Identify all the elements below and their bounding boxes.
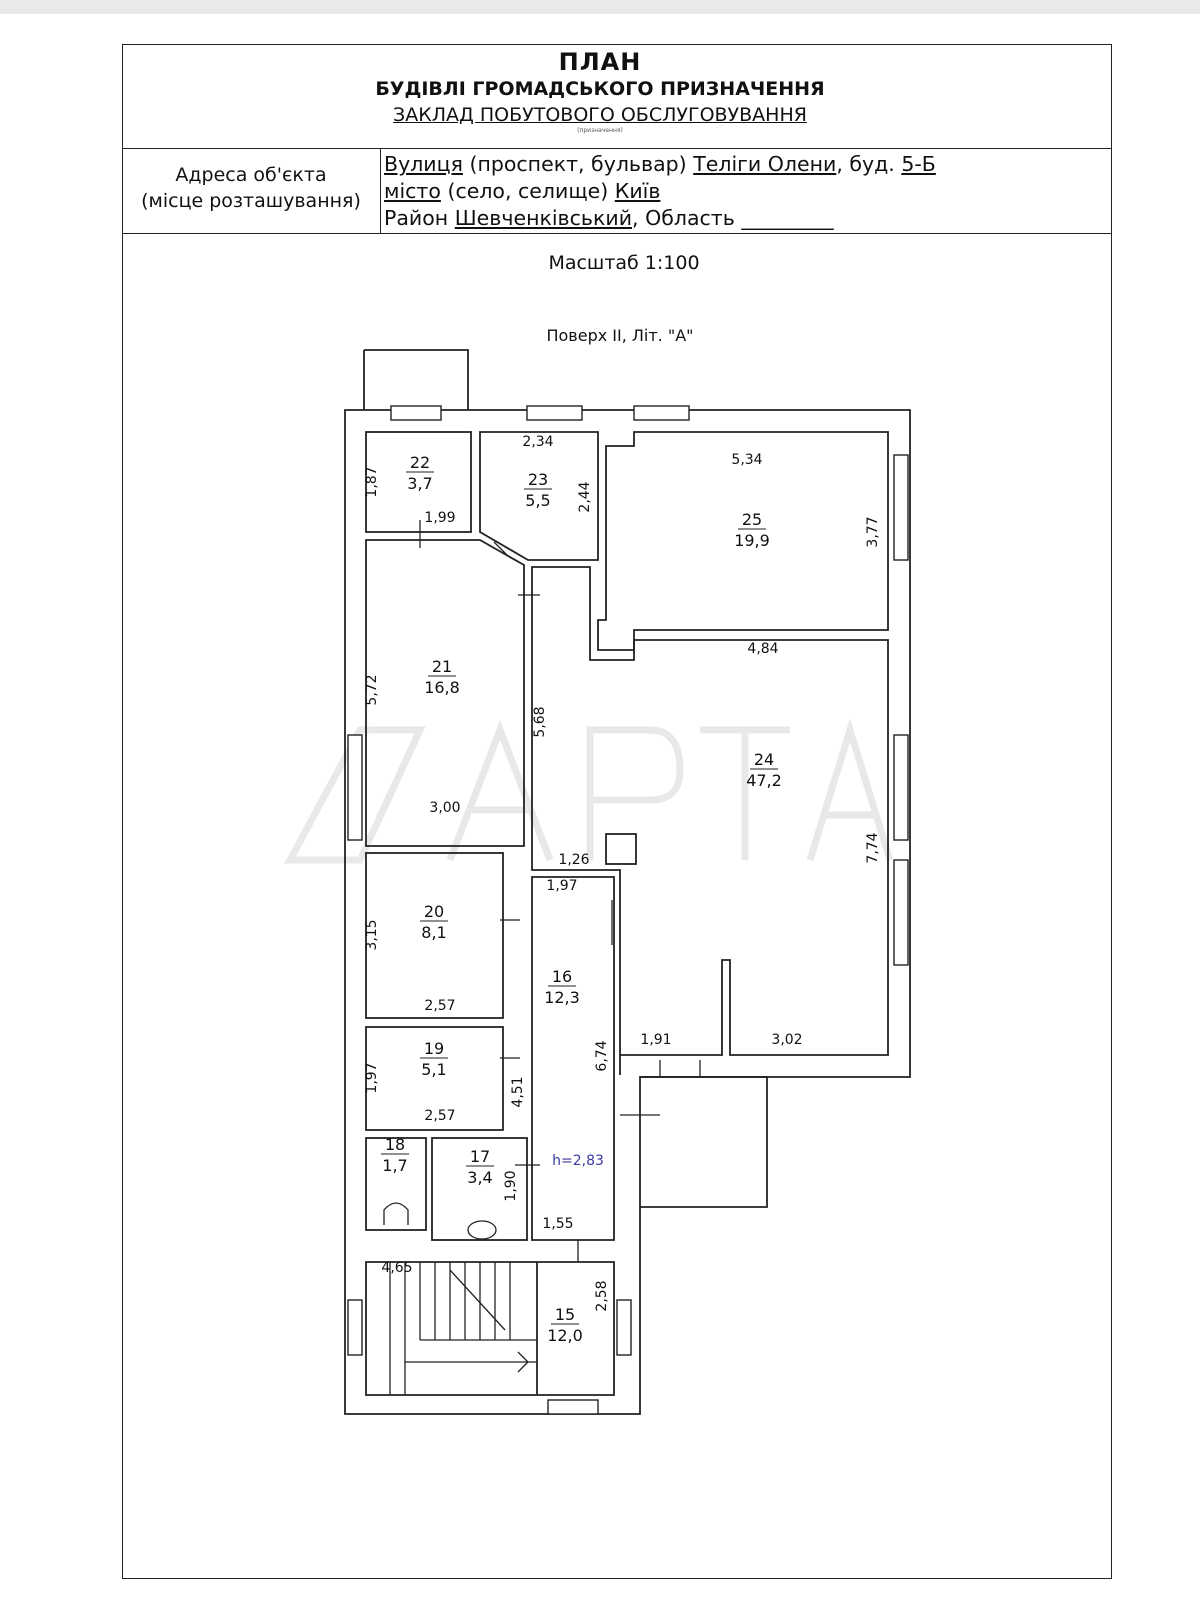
room-area: 1,7 xyxy=(382,1156,408,1175)
sanitary-fixtures xyxy=(384,1203,496,1239)
dimension-label: 1,99 xyxy=(424,510,456,526)
room-number: 25 xyxy=(741,510,763,529)
dimension-label: 1,97 xyxy=(546,878,578,894)
street-type: (проспект, бульвар) xyxy=(469,152,687,176)
room-area: 12,0 xyxy=(547,1326,583,1345)
dimension-label: 2,57 xyxy=(424,998,456,1014)
building-purpose: ЗАКЛАД ПОБУТОВОГО ОБСЛУГОВУВАННЯ xyxy=(393,104,807,126)
building-number: 5-Б xyxy=(901,152,936,176)
dimension-label: 4,51 xyxy=(510,1076,526,1108)
district-label: Район xyxy=(384,206,449,230)
room-area: 16,8 xyxy=(424,678,460,697)
city-prefix: місто xyxy=(384,179,441,203)
window xyxy=(617,1300,631,1355)
dimension-label: 2,57 xyxy=(424,1108,456,1124)
room-number: 24 xyxy=(753,750,775,769)
room-area: 19,9 xyxy=(734,531,770,550)
room-area: 3,4 xyxy=(467,1168,493,1187)
window xyxy=(348,1300,362,1355)
district-name: Шевченківський xyxy=(454,206,633,230)
street-name: Теліги Олени xyxy=(693,152,837,176)
window xyxy=(634,406,689,420)
room-area: 3,7 xyxy=(407,474,433,493)
room-area: 47,2 xyxy=(746,771,782,790)
room-area: 5,5 xyxy=(525,491,551,510)
window xyxy=(548,1400,598,1414)
dimension-label: 5,68 xyxy=(532,706,548,738)
room-number: 17 xyxy=(469,1147,491,1166)
dimension-label: 1,90 xyxy=(503,1170,519,1202)
room-number: 22 xyxy=(409,453,431,472)
region-label: , Область xyxy=(632,206,735,230)
address-label-line1: Адреса об'єкта xyxy=(175,164,327,186)
dimension-label: 6,74 xyxy=(594,1040,610,1072)
dimension-label: 2,58 xyxy=(594,1280,610,1312)
column xyxy=(606,834,636,864)
room-24-wall xyxy=(532,567,888,1075)
window xyxy=(894,735,908,840)
room-number: 21 xyxy=(431,657,453,676)
dimension-label: 1,55 xyxy=(542,1216,574,1232)
dimension-label: 7,74 xyxy=(865,832,881,864)
building-label: , буд. xyxy=(836,152,895,176)
room-number: 19 xyxy=(423,1039,445,1058)
window xyxy=(527,406,582,420)
room-number: 18 xyxy=(384,1135,406,1154)
street-prefix: Вулиця xyxy=(384,152,463,176)
city-type: (село, селище) xyxy=(447,179,609,203)
toilet-icon xyxy=(384,1203,408,1225)
floor-label: Поверх II, Літ. "А" xyxy=(546,326,694,345)
dimension-label: 3,02 xyxy=(771,1032,803,1048)
dimension-label: 4,84 xyxy=(747,641,779,657)
region-blank: _________ xyxy=(741,206,834,230)
dimension-label: 1,97 xyxy=(364,1062,380,1094)
dimension-label: 3,77 xyxy=(865,516,881,548)
sink-icon xyxy=(468,1221,496,1239)
right-bottom-annex xyxy=(640,1077,767,1207)
room-number: 20 xyxy=(423,902,445,921)
window xyxy=(391,406,441,420)
room-number: 15 xyxy=(554,1305,576,1324)
purpose-caption: (призначення) xyxy=(577,127,623,134)
dimension-label: 3,00 xyxy=(429,800,461,816)
dimension-label: 3,15 xyxy=(364,919,380,951)
room-area: 8,1 xyxy=(421,923,447,942)
room-number: 16 xyxy=(551,967,573,986)
address-label-line2: (місце розташування) xyxy=(141,190,361,212)
stair-treads xyxy=(390,1262,537,1395)
plan-title: ПЛАН xyxy=(558,48,642,76)
dimension-label: 4,65 xyxy=(381,1260,413,1276)
room-area: 12,3 xyxy=(544,988,580,1007)
window xyxy=(894,860,908,965)
building-type: БУДІВЛІ ГРОМАДСЬКОГО ПРИЗНАЧЕННЯ xyxy=(375,78,825,100)
dimension-label: 2,44 xyxy=(577,481,593,513)
dimension-label: 5,72 xyxy=(364,674,380,706)
plan-scale: Масштаб 1:100 xyxy=(548,252,700,274)
top-stair-box xyxy=(364,350,468,410)
dimension-label: 1,26 xyxy=(558,852,590,868)
dimension-label: 1,87 xyxy=(364,466,380,498)
room-number: 23 xyxy=(527,470,549,489)
dimension-label: 2,34 xyxy=(522,434,554,450)
window xyxy=(348,735,362,840)
dimension-label: 5,34 xyxy=(731,452,763,468)
window xyxy=(894,455,908,560)
ceiling-height-label: h=2,83 xyxy=(552,1153,604,1169)
room-area: 5,1 xyxy=(421,1060,447,1079)
dimension-label: 1,91 xyxy=(640,1032,672,1048)
city-name: Київ xyxy=(614,179,661,203)
